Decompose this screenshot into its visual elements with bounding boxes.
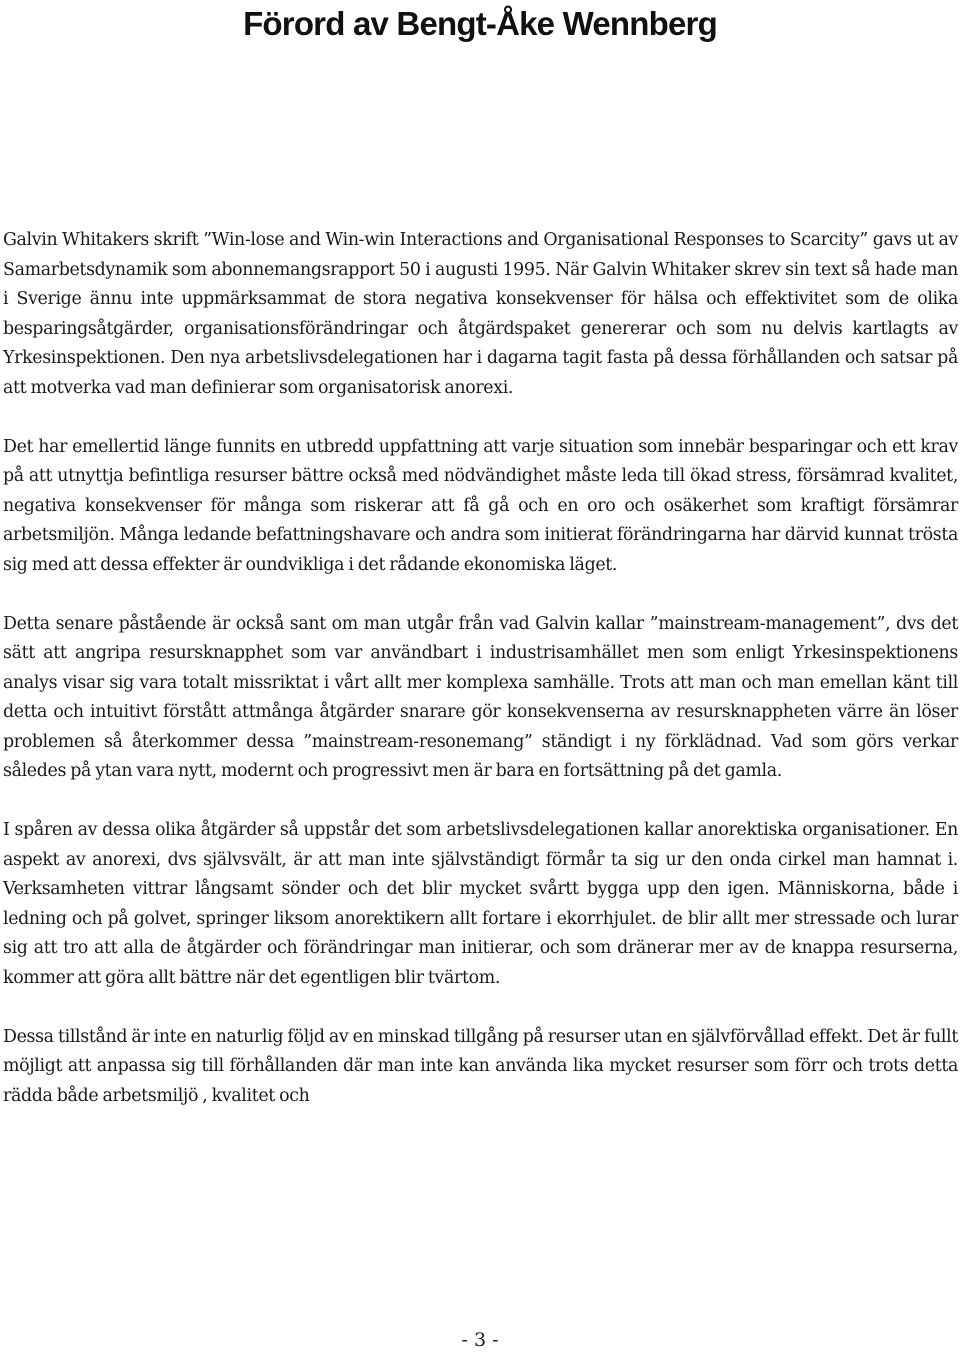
paragraph-1: Galvin Whitakers skrift ”Win-lose and Win-win Interactions and Organisational Responses to Scarcity” gavs ut av Samarbetsdynamik som abonnemangsrapport 50 i augusti 1995. När Galvin Whitaker skrev sin text så hade man i Sverige ännu inte uppmärksammat de stora negativa konsekvenser för hälsa och effektivitet som de olika besparingsåtgärder, organisationsförändringar och åtgärdspaket genererar och som nu delvis kartlagts av Yrkesinspektionen. Den nya arbetslivsdelegationen har i dagarna tagit fasta på dessa förhållanden och satsar på att motverka vad man definierar som organisatorisk anorexi. — [3, 230, 958, 398]
body-text — [3, 226, 958, 1141]
page-number: - 3 - — [461, 1329, 499, 1351]
paragraph-5: Dessa tillstånd är inte en naturlig följd av en minskad tillgång på resurser utan en självförvållad effekt. Det är fullt möjligt att anpassa sig till förhållanden där man inte kan använda lika mycket resurser som förr och trots detta rädda både arbetsmiljö , kvalitet och — [3, 1026, 958, 1106]
paragraph-3: Detta senare påstående är också sant om man utgår från vad Galvin kallar ”mainstream-management”, dvs det sätt att angripa resursknapphet som var användbart i industrisamhället men som enligt Yrkesinspektionens analys visar sig vara totalt missriktat i vårt allt mer komplexa samhälle. Trots att man och man emellan känt till detta och intuitivt förstått attmånga åtgärder snarare gör konsekvenserna av resursknappheten värre än löser problemen så återkommer dessa ”mainstream-resonemang” ständigt i ny förklädnad. Vad som görs verkar således på ytan vara nytt, modernt och progressivt men är bara en fortsättning på det gamla. — [3, 613, 958, 781]
paragraph-4: I spåren av dessa olika åtgärder så uppstår det som arbetslivsdelegationen kallar anorektiska organisationer. En aspekt av anorexi, dvs självsvält, är att man inte självständigt förmår ta sig ur den onda cirkel man hamnat i. Verksamheten vittrar långsamt sönder och det blir mycket svårtt bygga upp den igen. Människorna, både i ledning och på golvet, springer liksom anorektikern allt fortare i ekorrhjulet. de blir allt mer stressade och lurar sig att tro att alla de åtgärder och förändringar man initierar, och som dränerar mer av de knappa resurserna, kommer att göra allt bättre när det egentligen blir tvärtom. — [3, 820, 958, 988]
page-title: Förord av Bengt-Åke Wennberg — [243, 5, 717, 42]
paragraph-2: Det har emellertid länge funnits en utbredd uppfattning att varje situation som innebär besparingar och ett krav på att utnyttja befintliga resurser bättre också med nödvändighet måste leda till ökad stress, försämrad kvalitet, negativa konsekvenser för många som riskerar att få gå och en oro och osäkerhet som kraftigt försämrar arbetsmiljön. Många ledande befattningshavare och andra som initierat förändringarna har därvid kunnat trösta sig med att dessa effekter är oundvikliga i det rådande ekonomiska läget. — [3, 436, 958, 575]
